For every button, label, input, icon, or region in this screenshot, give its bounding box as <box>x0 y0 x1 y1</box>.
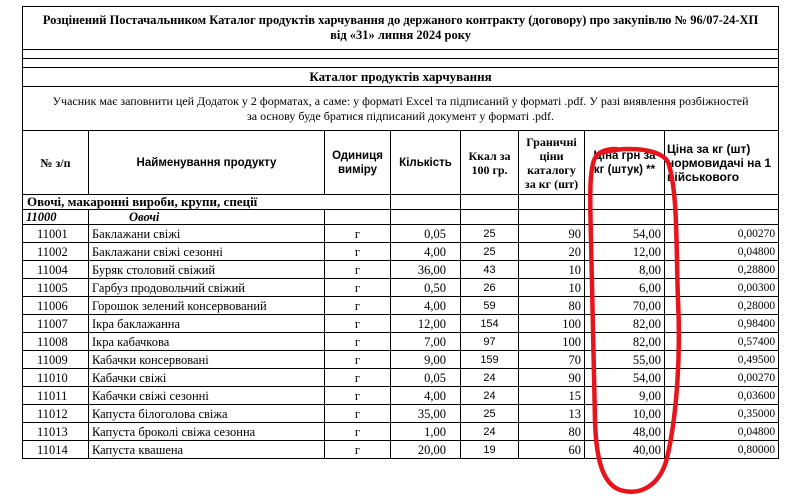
row-unit: г <box>325 423 391 441</box>
row-kcal: 24 <box>461 387 519 405</box>
row-limit: 70 <box>519 351 585 369</box>
empty-cell <box>585 195 665 210</box>
row-norm: 0,35000 <box>665 405 779 423</box>
row-qty: 35,00 <box>391 405 461 423</box>
group-row <box>23 210 779 225</box>
row-norm: 0,00270 <box>665 225 779 243</box>
row-kcal: 154 <box>461 315 519 333</box>
row-norm: 0,03600 <box>665 387 779 405</box>
row-norm: 0,57400 <box>665 333 779 351</box>
row-unit: г <box>325 279 391 297</box>
row-name: Баклажани свіжі <box>89 225 325 243</box>
row-kcal: 97 <box>461 333 519 351</box>
header-limit: Граничні ціни каталогу за кг (шт) <box>519 131 585 195</box>
row-limit: 10 <box>519 279 585 297</box>
row-code: 11014 <box>23 441 89 459</box>
table-row <box>23 297 779 315</box>
table-row <box>23 441 779 459</box>
row-limit: 80 <box>519 297 585 315</box>
row-kcal: 19 <box>461 441 519 459</box>
row-norm: 0,00300 <box>665 279 779 297</box>
row-unit: г <box>325 441 391 459</box>
row-kcal: 24 <box>461 423 519 441</box>
section-title: Овочі, макаронні вироби, крупи, спеції <box>23 195 391 210</box>
row-limit: 90 <box>519 225 585 243</box>
catalog-table <box>22 6 779 459</box>
group-code: 11000 <box>23 210 89 225</box>
row-unit: г <box>325 261 391 279</box>
table-row <box>23 369 779 387</box>
row-limit: 90 <box>519 369 585 387</box>
row-unit: г <box>325 333 391 351</box>
header-norm: Ціна за кг (шт) нормовидачі на 1 військового <box>665 131 779 195</box>
row-kcal: 59 <box>461 297 519 315</box>
table-row <box>23 405 779 423</box>
row-norm: 0,28000 <box>665 297 779 315</box>
table-row <box>23 243 779 261</box>
row-limit: 100 <box>519 333 585 351</box>
row-name: Ікра кабачкова <box>89 333 325 351</box>
table-row <box>23 261 779 279</box>
empty-cell <box>391 195 461 210</box>
row-price: 40,00 <box>585 441 665 459</box>
row-code: 11006 <box>23 297 89 315</box>
header-qty: Кількість <box>391 131 461 195</box>
row-unit: г <box>325 369 391 387</box>
row-limit: 10 <box>519 261 585 279</box>
row-kcal: 25 <box>461 405 519 423</box>
row-name: Буряк столовий свіжий <box>89 261 325 279</box>
header-row <box>23 131 779 195</box>
row-price: 54,00 <box>585 225 665 243</box>
row-code: 11008 <box>23 333 89 351</box>
empty-cell <box>391 210 461 225</box>
row-name: Капуста білоголова свіжа <box>89 405 325 423</box>
row-price: 6,00 <box>585 279 665 297</box>
row-qty: 4,00 <box>391 387 461 405</box>
row-name: Баклажани свіжі сезонні <box>89 243 325 261</box>
note-line-1: Учасник має заповнити цей Додаток у 2 форматах, а саме: у форматі Excel та підписаний у форматі .pdf. У разі виявлення розбіжностей <box>52 93 749 108</box>
row-qty: 9,00 <box>391 351 461 369</box>
row-code: 11007 <box>23 315 89 333</box>
empty-row <box>23 59 779 68</box>
title-line-2: від «31» липня 2024 року <box>330 28 471 42</box>
row-name: Капуста квашена <box>89 441 325 459</box>
row-unit: г <box>325 387 391 405</box>
row-name: Кабачки консервовані <box>89 351 325 369</box>
row-kcal: 159 <box>461 351 519 369</box>
row-norm: 0,04800 <box>665 243 779 261</box>
row-unit: г <box>325 405 391 423</box>
row-limit: 15 <box>519 387 585 405</box>
row-qty: 0,05 <box>391 369 461 387</box>
row-norm: 0,80000 <box>665 441 779 459</box>
row-price: 8,00 <box>585 261 665 279</box>
table-row <box>23 225 779 243</box>
header-kcal: Ккал за 100 гр. <box>461 131 519 195</box>
catalog-title: Каталог продуктів харчування <box>23 68 779 87</box>
row-code: 11002 <box>23 243 89 261</box>
row-norm: 0,00270 <box>665 369 779 387</box>
row-name: Кабачки свіжі <box>89 369 325 387</box>
title-line-1: Розцінений Постачальником Каталог продуктів харчування до держаного контракту (договору) про закупівлю № 96/07-24-ХП <box>42 13 759 27</box>
row-price: 10,00 <box>585 405 665 423</box>
row-code: 11005 <box>23 279 89 297</box>
row-limit: 80 <box>519 423 585 441</box>
empty-row <box>23 50 779 59</box>
row-qty: 36,00 <box>391 261 461 279</box>
row-price: 12,00 <box>585 243 665 261</box>
row-code: 11011 <box>23 387 89 405</box>
row-name: Гарбуз продовольчий свіжий <box>89 279 325 297</box>
row-limit: 100 <box>519 315 585 333</box>
row-qty: 0,50 <box>391 279 461 297</box>
row-name: Горошок зелений консервований <box>89 297 325 315</box>
row-price: 82,00 <box>585 333 665 351</box>
row-price: 82,00 <box>585 315 665 333</box>
row-qty: 12,00 <box>391 315 461 333</box>
empty-cell <box>519 195 585 210</box>
row-limit: 20 <box>519 243 585 261</box>
row-limit: 13 <box>519 405 585 423</box>
group-name: Овочі <box>89 210 325 225</box>
row-kcal: 25 <box>461 243 519 261</box>
empty-cell <box>665 195 779 210</box>
table-row <box>23 351 779 369</box>
row-qty: 4,00 <box>391 297 461 315</box>
header-num: № з/п <box>23 131 89 195</box>
row-name: Капуста броколі свіжа сезонна <box>89 423 325 441</box>
row-norm: 0,28800 <box>665 261 779 279</box>
row-unit: г <box>325 351 391 369</box>
table-row <box>23 279 779 297</box>
row-name: Кабачки свіжі сезонні <box>89 387 325 405</box>
document-title <box>23 7 779 50</box>
header-price: Ціна грн за кг (штук) ** <box>585 131 665 195</box>
row-kcal: 24 <box>461 369 519 387</box>
row-unit: г <box>325 297 391 315</box>
row-code: 11013 <box>23 423 89 441</box>
row-unit: г <box>325 243 391 261</box>
row-kcal: 25 <box>461 225 519 243</box>
section-row <box>23 195 779 210</box>
row-qty: 4,00 <box>391 243 461 261</box>
empty-cell <box>665 210 779 225</box>
row-norm: 0,98400 <box>665 315 779 333</box>
row-qty: 0,05 <box>391 225 461 243</box>
row-unit: г <box>325 225 391 243</box>
instruction-note <box>23 87 779 131</box>
row-price: 48,00 <box>585 423 665 441</box>
empty-cell <box>461 210 519 225</box>
row-code: 11010 <box>23 369 89 387</box>
header-name: Найменування продукту <box>89 131 325 195</box>
empty-cell <box>325 210 391 225</box>
table-row <box>23 423 779 441</box>
table-row <box>23 387 779 405</box>
row-price: 54,00 <box>585 369 665 387</box>
row-name: Ікра баклажанна <box>89 315 325 333</box>
empty-cell <box>585 210 665 225</box>
table-row <box>23 333 779 351</box>
row-price: 9,00 <box>585 387 665 405</box>
row-norm: 0,04800 <box>665 423 779 441</box>
row-qty: 1,00 <box>391 423 461 441</box>
row-price: 55,00 <box>585 351 665 369</box>
row-kcal: 43 <box>461 261 519 279</box>
row-norm: 0,49500 <box>665 351 779 369</box>
row-code: 11004 <box>23 261 89 279</box>
empty-cell <box>461 195 519 210</box>
table-row <box>23 315 779 333</box>
row-limit: 60 <box>519 441 585 459</box>
row-unit: г <box>325 315 391 333</box>
row-qty: 20,00 <box>391 441 461 459</box>
note-line-2: за основу буде братися підписаний документ у форматі .pdf. <box>247 108 555 123</box>
row-kcal: 26 <box>461 279 519 297</box>
empty-cell <box>519 210 585 225</box>
row-code: 11009 <box>23 351 89 369</box>
row-qty: 7,00 <box>391 333 461 351</box>
header-unit: Одиниця виміру <box>325 131 391 195</box>
row-code: 11001 <box>23 225 89 243</box>
row-price: 70,00 <box>585 297 665 315</box>
row-code: 11012 <box>23 405 89 423</box>
